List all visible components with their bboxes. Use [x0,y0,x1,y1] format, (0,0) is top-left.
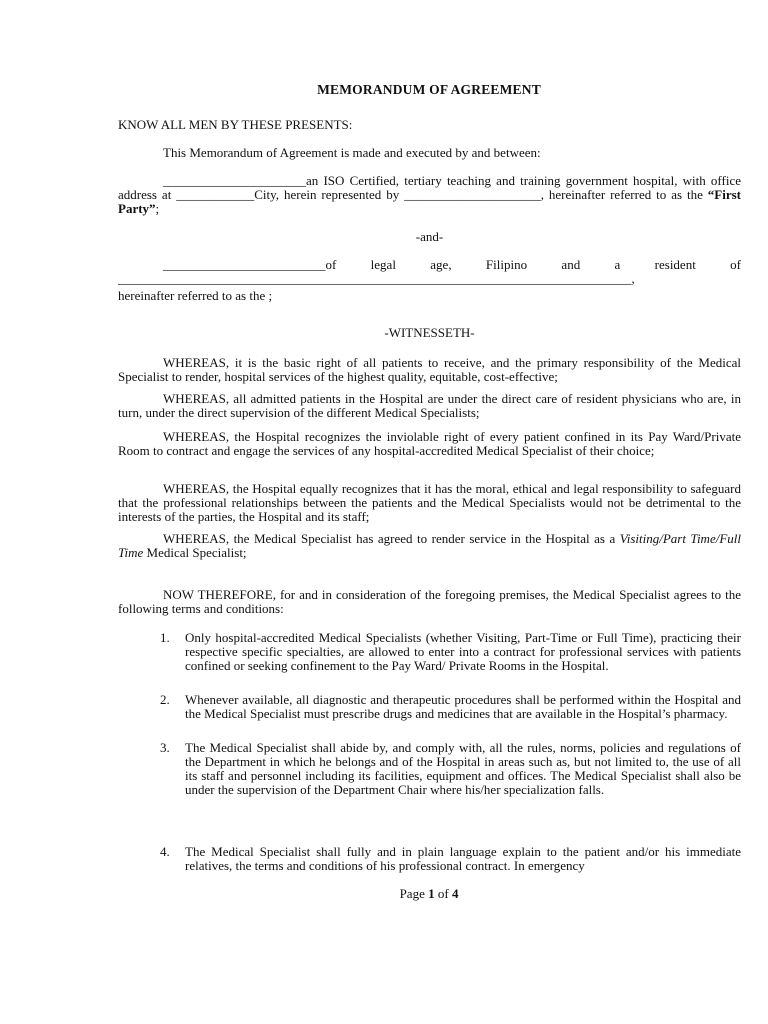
term-item-4 [160,845,741,873]
document-title: MEMORANDUM OF AGREEMENT [317,82,541,97]
know-all-heading: KNOW ALL MEN BY THESE PRESENTS: [118,117,353,132]
term-number: 4. [160,844,170,859]
page-number [0,886,768,902]
second-party-paragraph [118,258,741,303]
whereas-clause-1: WHEREAS, it is the basic right of all patients to receive, and the primary responsibility of the Medical Specialist to render, hospital services of the highest quality, equitable, cost-effective; [118,355,741,384]
current-page: 1 [428,886,435,901]
whereas-clause-4: WHEREAS, the Hospital equally recognizes that it has the moral, ethical and legal responsibility to safeguard that the professional relationships between the patients and the Medical Specialists would not be detrimental to the interests of the parties, the Hospital and its staff; [118,481,741,524]
first-party-paragraph [118,174,741,216]
term-text: Whenever available, all diagnostic and therapeutic procedures shall be performed within the Hospital and the Medical Specialist must prescribe drugs and medicines that are available in the Hospital’s pharmacy. [185,692,741,721]
term-number: 1. [160,630,170,645]
first-party-name-blank: ______________________ [163,173,306,188]
term-number: 3. [160,740,170,755]
second-party-referred: hereinafter referred to as the ; [118,288,273,303]
first-party-text-3: , hereinafter referred to as the [540,187,708,202]
whereas-5-text-2: Medical Specialist; [143,545,247,560]
second-party-line-1 [118,258,741,272]
intro-paragraph: This Memorandum of Agreement is made and executed by and between: [163,145,541,160]
term-item-3 [160,741,741,797]
whereas-clause-2: WHEREAS, all admitted patients in the Hospital are under the direct care of resident physicians who are, in turn, under the direct supervision of the different Medical Specialists; [118,391,741,420]
term-item-1 [160,631,741,673]
page-of: of [434,886,452,901]
specialist-type: Visiting/Part Time/Full Time [118,531,741,560]
second-party-name-blank: _________________________ [163,257,326,272]
term-text: The Medical Specialist shall fully and in plain language explain to the patient and/or his immediate relatives, the terms and conditions of his professional contract. In emergency [185,844,741,873]
term-item-2 [160,693,741,721]
total-pages: 4 [451,886,459,901]
second-party-text: of legal age, Filipino and a resident of [325,257,741,272]
first-party-address-blank: ____________ [176,187,255,202]
whereas-clause-5 [118,532,741,560]
first-party-text-4: ; [155,201,160,216]
first-party-label: “First Party” [118,187,741,216]
and-separator: -and- [415,229,444,244]
whereas-clause-3: WHEREAS, the Hospital recognizes the inviolable right of every patient confined in its Pay Ward/Private Room to contract and engage the services of any hospital-accredited Medical Specialist of their choice; [118,429,741,458]
first-party-representative-blank: _____________________ [404,187,541,202]
first-party-text-2: City, herein represented by [254,187,405,202]
second-party-residence-blank: _______________________________________________________________________________, [118,272,635,286]
first-party-text: an ISO Certified, tertiary teaching and training government hospital, with office address at [118,173,741,202]
term-text: The Medical Specialist shall abide by, and comply with, all the rules, norms, policies and regulations of the Department in which he belongs and of the Hospital in areas such as, but not limited to, the use of all its staff and personnel including its facilities, equipment and offices. The Medical Specialist shall also be under the supervision of the Department Chair where his/her specialization falls. [185,740,741,797]
now-therefore-paragraph: NOW THEREFORE, for and in consideration of the foregoing premises, the Medical Specialist agrees to the following terms and conditions: [118,587,741,616]
term-text: Only hospital-accredited Medical Specialists (whether Visiting, Part-Time or Full Time), practicing their respective specific specialties, are allowed to enter into a contract for professional services with patients confined or seeking confinement to the Pay Ward/ Private Rooms in the Hospital. [185,630,741,673]
term-number: 2. [160,692,170,707]
page-label: Page [399,886,429,901]
whereas-5-text: WHEREAS, the Medical Specialist has agreed to render service in the Hospital as a [163,531,620,546]
witnesseth-heading: -WITNESSETH- [384,325,475,340]
